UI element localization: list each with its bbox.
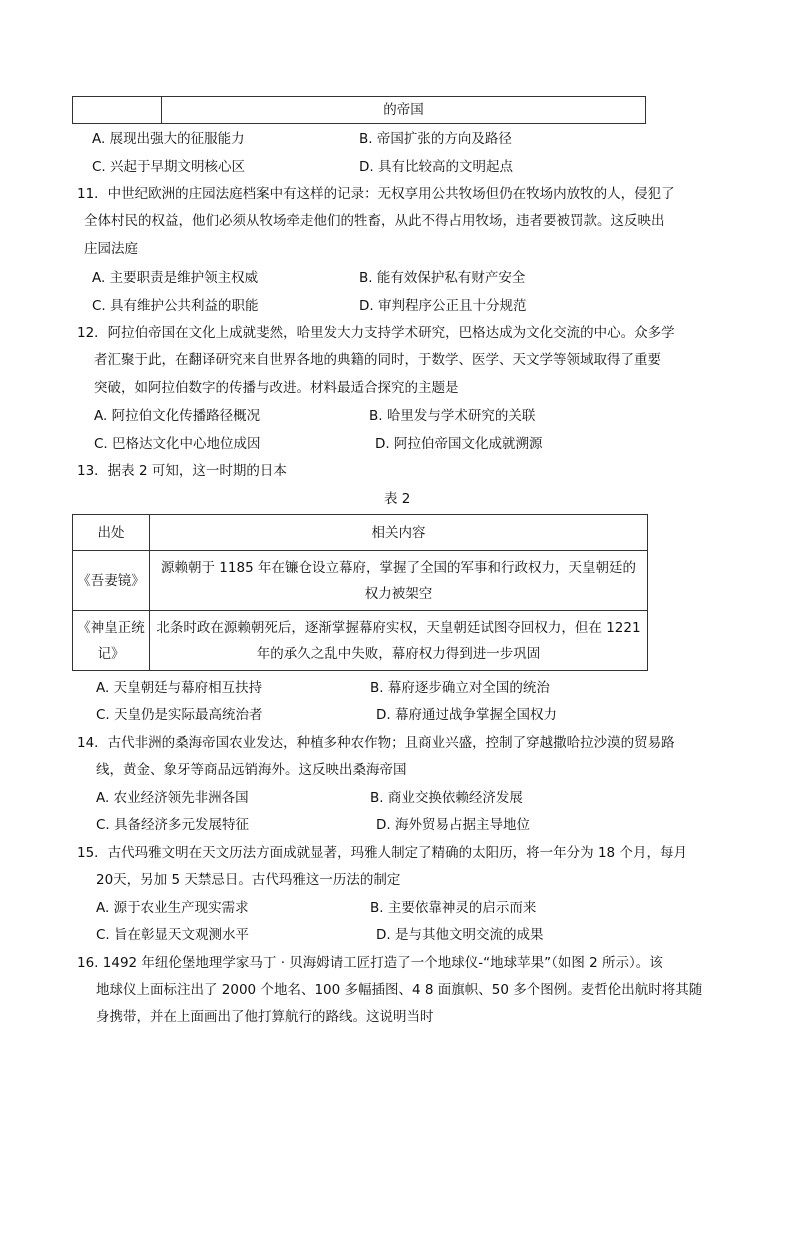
table-2-title: 表 2: [384, 491, 411, 507]
q12-stem-line-3: 突破，如阿拉伯数字的传播与改进。材料最适合探究的主题是: [94, 380, 459, 396]
q16-stem-line-1: 16. 1492 年纽伦堡地理学家马丁 · 贝海姆请工匠打造了一个地球仪-“地球苹果”（如图 2 所示）。该: [77, 955, 663, 971]
q11-option-d: D. 审判程序公正且十分规范: [359, 298, 527, 314]
table-2-row-1-content-line-1: 源赖朝于 1185 年在镰仓设立幕府，掌握了全国的军事和行政权力，天皇朝廷的: [161, 559, 636, 576]
table-2-row-2-source-line-1: 《神皇正统: [77, 619, 145, 636]
table-2: [72, 514, 648, 671]
q15-option-c: C. 旨在彰显天文观测水平: [96, 927, 250, 943]
q12-stem-line-2: 者汇聚于此，在翻译研究来自世界各地的典籍的同时，于数学、医学、天文学等领域取得了重要: [94, 352, 661, 368]
top-table-right-cell: 的帝国: [162, 97, 646, 124]
q15-stem-line-1: 15．古代玛雅文明在天文历法方面成就显著，玛雅人制定了精确的太阳历，将一年分为 18 个月，每月: [77, 845, 687, 861]
q10-option-c: C. 兴起于早期文明核心区: [92, 159, 246, 175]
table-2-row-2-content-line-2: 年的承久之乱中失败，幕府权力得到进一步巩固: [256, 645, 541, 662]
q13-option-c: C. 天皇仍是实际最高统治者: [96, 707, 263, 723]
q11-option-a: A. 主要职责是维护领主权威: [92, 270, 259, 286]
q10-option-a: A. 展现出强大的征服能力: [92, 131, 245, 147]
table-2-row-1-content-line-2: 权力被架空: [364, 585, 433, 602]
q15-stem-line-2: 20天，另加 5 天禁忌日。古代玛雅这一历法的制定: [96, 872, 401, 888]
q14-option-d: D. 海外贸易占据主导地位: [376, 817, 530, 833]
q14-stem-line-1: 14．古代非洲的桑海帝国农业发达，种植多种农作物；且商业兴盛，控制了穿越撒哈拉沙漠的贸易路: [77, 735, 675, 751]
q11-stem-line-3: 庄园法庭: [84, 241, 138, 257]
q14-option-b: B. 商业交换依赖经济发展: [370, 790, 523, 806]
table-2-row-2-source: [73, 611, 150, 671]
table-2-row-1-source: 《吾妻镜》: [73, 551, 150, 611]
q10-option-b: B. 帝国扩张的方向及路径: [359, 131, 512, 147]
top-table: [72, 96, 646, 124]
table-2-header-source: 出处: [73, 515, 150, 551]
table-2-row-1-content: [150, 551, 648, 611]
q16-stem-line-3: 身携带，并在上面画出了他打算航行的路线。这说明当时: [96, 1009, 434, 1025]
table-2-row-2-content: [150, 611, 648, 671]
q12-option-b: B. 哈里发与学术研究的关联: [369, 408, 536, 424]
q15-option-d: D. 是与其他文明交流的成果: [376, 927, 544, 943]
q13-option-a: A. 天皇朝廷与幕府相互扶持: [96, 680, 263, 696]
q14-option-c: C. 具备经济多元发展特征: [96, 817, 250, 833]
q11-stem-line-2: 全体村民的权益，他们必须从牧场牵走他们的牲畜，从此不得占用牧场，违者要被罚款。这反映出: [84, 213, 665, 229]
table-2-row-2-content-line-1: 北条时政在源赖朝死后，逐渐掌握幕府实权，天皇朝廷试图夺回权力，但在 1221: [156, 619, 641, 636]
q15-option-a: A. 源于农业生产现实需求: [96, 900, 249, 916]
q15-option-b: B. 主要依靠神灵的启示而来: [370, 900, 537, 916]
table-2-row-2-source-line-2: 记》: [97, 645, 125, 662]
q16-stem-line-2: 地球仪上面标注出了 2000 个地名、100 多幅插图、4 8 面旗帜、50 多个图例。麦哲伦出航时将其随: [96, 982, 703, 998]
q13-option-b: B. 幕府逐步确立对全国的统治: [370, 680, 550, 696]
q14-option-a: A. 农业经济领先非洲各国: [96, 790, 249, 806]
q12-option-d: D. 阿拉伯帝国文化成就溯源: [375, 436, 543, 452]
top-table-left-cell: [73, 97, 162, 124]
q12-stem-line-1: 12．阿拉伯帝国在文化上成就斐然，哈里发大力支持学术研究，巴格达成为文化交流的中心。众多学: [77, 325, 675, 341]
q11-option-b: B. 能有效保护私有财产安全: [359, 270, 526, 286]
q11-option-c: C. 具有维护公共利益的职能: [92, 298, 259, 314]
q14-stem-line-2: 线，黄金、象牙等商品远销海外。这反映出桑海帝国: [96, 762, 407, 778]
q12-option-a: A. 阿拉伯文化传播路径概况: [94, 408, 261, 424]
q12-option-c: C. 巴格达文化中心地位成因: [94, 436, 261, 452]
q13-option-d: D. 幕府通过战争掌握全国权力: [376, 707, 557, 723]
table-2-header-content: 相关内容: [150, 515, 648, 551]
q13-stem: 13．据表 2 可知，这一时期的日本: [77, 463, 287, 479]
q10-option-d: D. 具有比较高的文明起点: [359, 159, 513, 175]
q11-stem-line-1: 11．中世纪欧洲的庄园法庭档案中有这样的记录：无权享用公共牧场但仍在牧场内放牧的人，侵犯了: [77, 186, 675, 202]
